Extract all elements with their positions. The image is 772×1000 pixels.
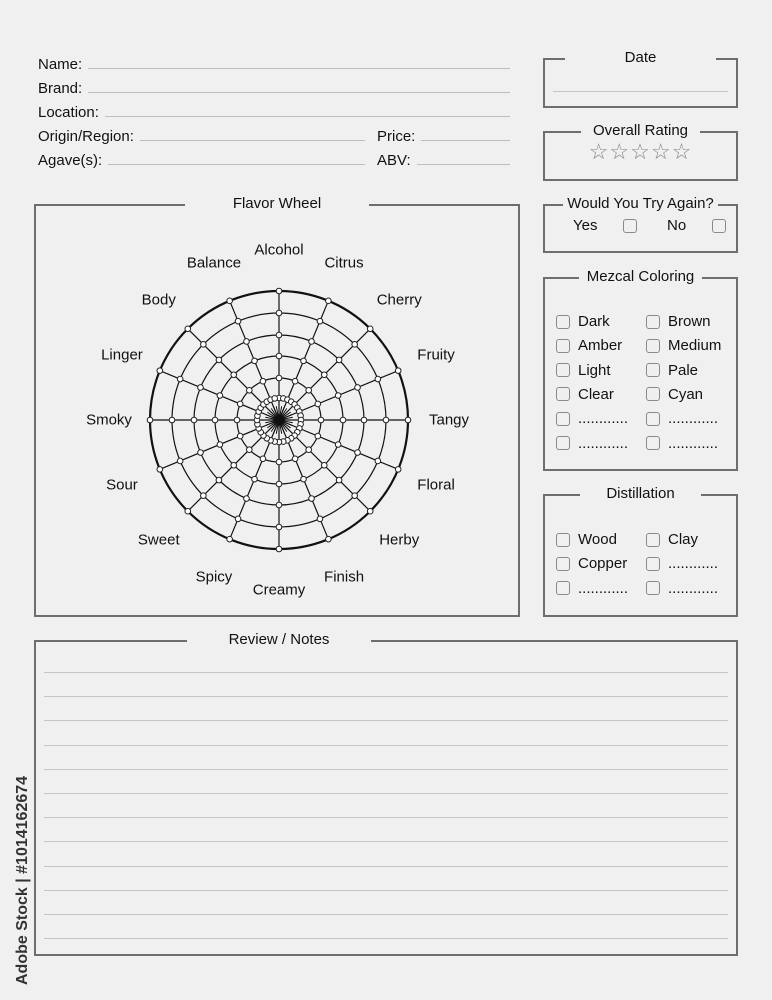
wheel-node: [276, 375, 282, 381]
origin-field[interactable]: [38, 125, 365, 145]
wheel-node: [227, 298, 233, 304]
wheel-node: [237, 433, 243, 439]
wheel-node: [326, 298, 332, 304]
wheel-node: [185, 508, 191, 514]
option-label: Clay: [668, 531, 699, 548]
wheel-node: [301, 476, 307, 482]
option-label: Cyan: [668, 385, 704, 403]
origin-line[interactable]: [140, 140, 365, 141]
wheel-node: [276, 546, 282, 552]
wheel-node: [147, 417, 153, 423]
wheel-node: [301, 358, 307, 364]
flavor-label: Floral: [417, 476, 455, 494]
wheel-node: [276, 310, 282, 316]
wheel-node: [217, 442, 223, 448]
wheel-node: [216, 357, 222, 363]
coloring-option[interactable]: [646, 313, 711, 330]
note-line[interactable]: [44, 672, 728, 673]
note-line[interactable]: [44, 890, 728, 891]
option-label: ............: [578, 434, 629, 452]
checkbox[interactable]: [646, 581, 660, 595]
wheel-node: [247, 447, 253, 453]
option-label: ............: [668, 410, 719, 428]
checkbox[interactable]: [556, 339, 570, 353]
origin-label: Origin/Region:: [38, 128, 134, 145]
note-line[interactable]: [44, 696, 728, 697]
checkbox[interactable]: [556, 363, 570, 377]
checkbox[interactable]: [556, 387, 570, 401]
review-box: [34, 631, 738, 956]
wheel-node: [318, 417, 324, 423]
wheel-node: [317, 516, 323, 522]
option-label: Copper: [578, 555, 628, 573]
wheel-node: [244, 339, 250, 345]
star-rating[interactable]: ☆☆☆☆☆: [588, 139, 693, 164]
wheel-node: [292, 456, 298, 462]
option-label: Light: [578, 361, 611, 379]
try-again-title: Would You Try Again?: [563, 194, 718, 214]
brand-line[interactable]: [88, 92, 510, 93]
note-line[interactable]: [44, 720, 728, 721]
abv-field[interactable]: [377, 149, 510, 169]
wheel-node: [395, 467, 401, 473]
checkbox[interactable]: [646, 339, 660, 353]
watermark: Adobe Stock | #1014162674: [14, 775, 31, 985]
wheel-node: [198, 450, 204, 456]
checkbox[interactable]: [556, 581, 570, 595]
flavor-wheel[interactable]: [34, 204, 520, 617]
wheel-node: [367, 508, 373, 514]
checkbox[interactable]: [646, 557, 660, 571]
wheel-node: [201, 342, 207, 348]
option-label: ............: [578, 579, 629, 597]
flavor-wheel-title: Flavor Wheel: [185, 194, 369, 214]
wheel-node: [198, 385, 204, 391]
note-line[interactable]: [44, 866, 728, 867]
brand-field[interactable]: [38, 77, 510, 97]
date-line[interactable]: [553, 91, 728, 92]
wheel-node: [231, 372, 237, 378]
date-box: [543, 49, 738, 108]
wheel-node: [335, 393, 341, 399]
wheel-node: [216, 477, 222, 483]
note-line[interactable]: [44, 938, 728, 939]
checkbox[interactable]: [556, 315, 570, 329]
wheel-node: [276, 353, 282, 359]
wheel-node: [276, 502, 282, 508]
coloring-option[interactable]: [646, 410, 718, 427]
option-label: ............: [578, 410, 629, 428]
wheel-node: [276, 459, 282, 465]
checkbox[interactable]: [646, 387, 660, 401]
wheel-node: [375, 458, 381, 464]
abv-line[interactable]: [417, 164, 510, 165]
coloring-option[interactable]: [556, 386, 614, 403]
option-label: ............: [668, 579, 719, 597]
flavor-label: Body: [141, 291, 176, 309]
coloring-box: [543, 268, 738, 471]
wheel-node: [276, 288, 282, 294]
agave-field[interactable]: [38, 149, 365, 169]
distillation-option[interactable]: [556, 531, 617, 548]
option-label: ............: [668, 555, 719, 573]
no-checkbox[interactable]: [712, 219, 726, 233]
wheel-node: [217, 393, 223, 399]
note-line[interactable]: [44, 769, 728, 770]
wheel-node: [309, 339, 315, 345]
option-label: Pale: [668, 361, 699, 379]
checkbox[interactable]: [646, 412, 660, 426]
option-label: Wood: [578, 531, 617, 548]
flavor-label: Cherry: [376, 291, 422, 309]
flavor-label: Creamy: [252, 581, 306, 599]
wheel-node: [169, 417, 175, 423]
coloring-option[interactable]: [646, 337, 721, 354]
coloring-title: Mezcal Coloring: [579, 267, 703, 287]
checkbox[interactable]: [556, 412, 570, 426]
wheel-node: [335, 442, 341, 448]
wheel-node: [234, 417, 240, 423]
price-label: Price:: [377, 128, 416, 145]
wheel-node: [191, 417, 197, 423]
wheel-node: [276, 332, 282, 338]
wheel-node: [252, 358, 258, 364]
price-line[interactable]: [421, 140, 510, 141]
note-line[interactable]: [44, 914, 728, 915]
wheel-node: [340, 417, 346, 423]
wheel-node: [355, 385, 361, 391]
flavor-label: Spicy: [195, 568, 233, 586]
wheel-node: [157, 467, 163, 473]
note-line[interactable]: [44, 841, 728, 842]
flavor-label: Sweet: [137, 531, 180, 549]
rating-box: [543, 122, 738, 181]
distillation-option[interactable]: [556, 555, 627, 572]
wheel-node: [321, 462, 327, 468]
flavor-label: Citrus: [324, 254, 364, 272]
wheel-node: [201, 493, 207, 499]
agave-label: Agave(s):: [38, 152, 103, 169]
option-label: Brown: [668, 313, 711, 330]
coloring-option[interactable]: [556, 435, 628, 452]
agave-line[interactable]: [108, 164, 365, 165]
flavor-label: Sour: [106, 476, 138, 494]
coloring-option[interactable]: [646, 362, 698, 379]
wheel-node: [252, 476, 258, 482]
wheel-node: [231, 462, 237, 468]
no-label: No: [667, 217, 687, 234]
wheel-node: [292, 378, 298, 384]
wheel-node: [321, 372, 327, 378]
checkbox[interactable]: [646, 533, 660, 547]
brand-label: Brand:: [38, 80, 83, 97]
wheel-node: [352, 342, 358, 348]
wheel-node: [315, 401, 321, 407]
flavor-label: Finish: [324, 568, 365, 586]
flavor-label: Fruity: [417, 346, 455, 364]
note-line[interactable]: [44, 817, 728, 818]
checkbox[interactable]: [646, 315, 660, 329]
option-label: Medium: [668, 337, 722, 355]
date-title: Date: [565, 48, 717, 68]
wheel-node: [383, 417, 389, 423]
flavor-wheel-box: [34, 195, 520, 617]
distillation-option[interactable]: [646, 555, 718, 572]
try-again-box: [543, 195, 738, 253]
wheel-node: [276, 481, 282, 487]
name-line[interactable]: [88, 68, 510, 69]
option-label: Clear: [578, 385, 614, 403]
name-label: Name:: [38, 56, 83, 73]
wheel-node: [326, 536, 332, 542]
distillation-title: Distillation: [580, 484, 700, 504]
flavor-label: Herby: [379, 531, 420, 549]
wheel-node: [272, 396, 278, 402]
wheel-node: [244, 496, 250, 502]
wheel-node: [237, 401, 243, 407]
coloring-option[interactable]: [556, 410, 628, 427]
coloring-option[interactable]: [556, 362, 611, 379]
name-field[interactable]: [38, 53, 510, 73]
checkbox[interactable]: [556, 436, 570, 450]
checkbox[interactable]: [556, 557, 570, 571]
flavor-label: Linger: [101, 346, 143, 364]
wheel-node: [367, 326, 373, 332]
abv-label: ABV:: [377, 152, 411, 169]
flavor-label: Smoky: [86, 411, 132, 429]
wheel-node: [352, 493, 358, 499]
wheel-node: [405, 417, 411, 423]
wheel-node: [276, 524, 282, 530]
wheel-node: [306, 447, 312, 453]
checkbox[interactable]: [646, 436, 660, 450]
note-line[interactable]: [44, 745, 728, 746]
wheel-node: [336, 477, 342, 483]
wheel-node: [157, 368, 163, 374]
location-line[interactable]: [105, 116, 510, 117]
price-field[interactable]: [377, 125, 510, 145]
wheel-node: [317, 318, 323, 324]
checkbox[interactable]: [646, 363, 660, 377]
coloring-option[interactable]: [556, 313, 610, 330]
distillation-option[interactable]: [556, 580, 628, 597]
yes-checkbox[interactable]: [623, 219, 637, 233]
wheel-node: [235, 516, 241, 522]
wheel-node: [361, 417, 367, 423]
review-title: Review / Notes: [187, 630, 372, 650]
wheel-node: [227, 536, 233, 542]
option-label: ............: [668, 434, 719, 452]
flavor-label: Tangy: [428, 411, 470, 429]
checkbox[interactable]: [556, 533, 570, 547]
note-line[interactable]: [44, 793, 728, 794]
yes-label: Yes: [573, 217, 598, 234]
wheel-node: [235, 318, 241, 324]
wheel-node: [315, 433, 321, 439]
location-field[interactable]: [38, 101, 510, 121]
wheel-node: [306, 388, 312, 394]
coloring-option[interactable]: [646, 435, 718, 452]
option-label: Amber: [578, 337, 623, 355]
wheel-node: [355, 450, 361, 456]
flavor-label: Balance: [186, 254, 242, 272]
wheel-node: [395, 368, 401, 374]
distillation-option[interactable]: [646, 531, 698, 548]
wheel-node: [177, 458, 183, 464]
wheel-node: [260, 378, 266, 384]
wheel-node: [260, 456, 266, 462]
wheel-node: [185, 326, 191, 332]
wheel-node: [177, 376, 183, 382]
coloring-option[interactable]: [556, 337, 622, 354]
wheel-node: [247, 388, 253, 394]
wheel-node: [309, 496, 315, 502]
rating-title: Overall Rating: [581, 121, 700, 141]
wheel-node: [375, 376, 381, 382]
wheel-center: [275, 416, 283, 424]
wheel-node: [336, 357, 342, 363]
flavor-label: Alcohol: [254, 241, 304, 259]
distillation-box: [543, 485, 738, 617]
location-label: Location:: [38, 104, 99, 121]
distillation-option[interactable]: [646, 580, 718, 597]
option-label: Dark: [578, 313, 610, 330]
coloring-option[interactable]: [646, 386, 703, 403]
wheel-node: [212, 417, 218, 423]
